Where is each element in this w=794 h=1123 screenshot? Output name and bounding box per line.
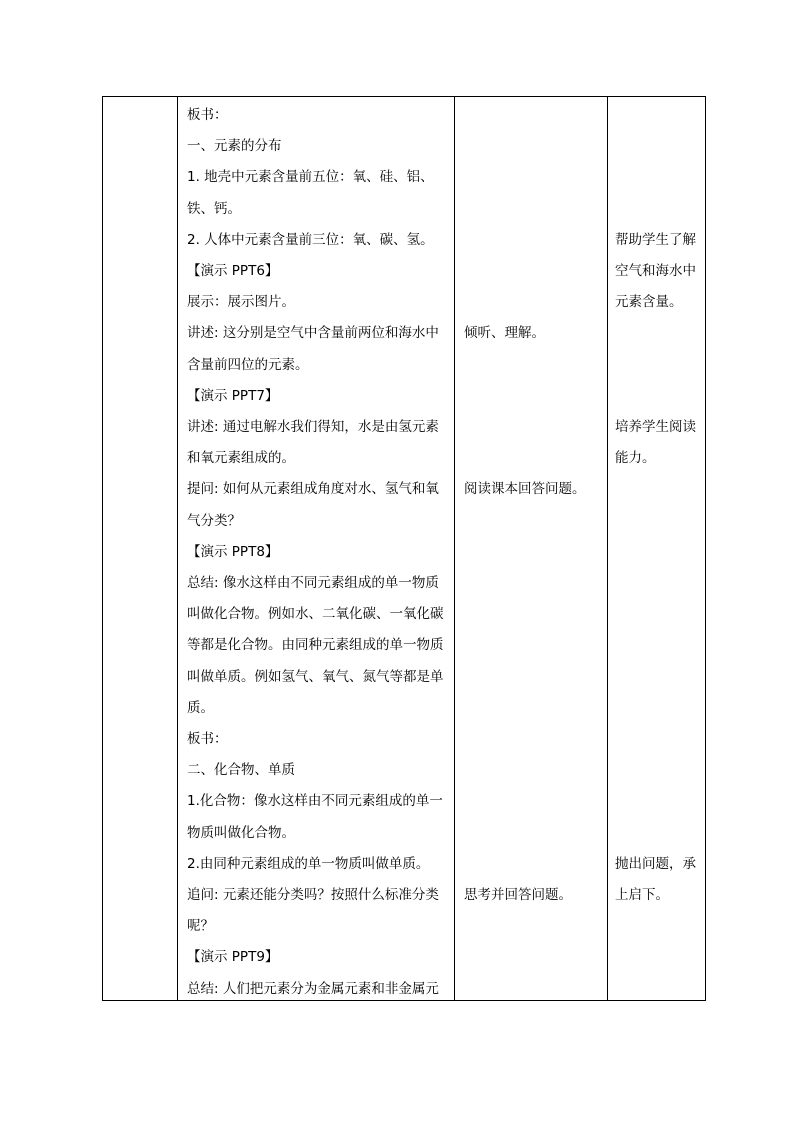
column-divider [607, 97, 608, 1000]
teacher-text-line: 2. 人体中元素含量前三位：氧、碳、氢。 [187, 231, 434, 248]
teacher-text-line: 【演示 PPT9】 [187, 949, 279, 966]
column-divider [454, 97, 455, 1000]
teacher-text-line: 叫做化合物。例如水、二氧化碳、一氧化碳 [187, 606, 444, 623]
teacher-text-line: 【演示 PPT7】 [187, 387, 279, 404]
teacher-text-line: 气分类？ [187, 512, 241, 529]
teacher-text-line: 总结: 人们把元素分为金属元素和非金属元 [187, 980, 439, 997]
teacher-text-line: 2.由同种元素组成的单一物质叫做单质。 [187, 855, 430, 872]
teacher-text-line: 物质叫做化合物。 [187, 824, 295, 841]
intent-text-line: 抛出问题，承 [615, 855, 696, 872]
teacher-text-line: 【演示 PPT8】 [187, 543, 279, 560]
teacher-text-line: 1.化合物：像水这样由不同元素组成的单一 [187, 793, 443, 810]
teacher-text-line: 展示：展示图片。 [187, 294, 295, 311]
teacher-text-line: 板书： [187, 107, 228, 123]
teacher-text-line: 板书： [187, 731, 228, 747]
design-intent-cell [615, 97, 705, 1000]
teacher-text-line: 呢？ [187, 918, 214, 935]
intent-text-line: 空气和海水中 [615, 263, 696, 279]
teacher-text-line: 等都是化合物。由同种元素组成的单一物质 [187, 637, 444, 654]
teacher-text-line: 提问: 如何从元素组成角度对水、氢气和氧 [187, 481, 439, 498]
teacher-text-line: 含量前四位的元素。 [187, 356, 309, 373]
teacher-text-line: 追问: 元素还能分类吗？按照什么标准分类 [187, 887, 439, 903]
teacher-text-line: 一、元素的分布 [187, 138, 282, 155]
teacher-text-line: 总结: 像水这样由不同元素组成的单一物质 [187, 575, 439, 591]
teacher-text-line: 讲述: 这分别是空气中含量前两位和海水中 [187, 325, 439, 342]
intent-text-line: 上启下。 [615, 887, 669, 903]
student-text-line: 阅读课本回答问题。 [464, 481, 586, 498]
stage-cell [103, 97, 177, 1000]
column-divider [177, 97, 178, 1000]
teacher-text-line: 叫做单质。例如氢气、氧气、氮气等都是单 [187, 668, 444, 685]
teacher-activity-cell [187, 97, 449, 1000]
teacher-text-line: 和氧元素组成的。 [187, 450, 295, 467]
intent-text-line: 元素含量。 [615, 294, 683, 311]
teacher-text-line: 讲述: 通过电解水我们得知，水是由氢元素 [187, 419, 439, 435]
student-text-line: 倾听、理解。 [464, 325, 545, 342]
intent-text-line: 能力。 [615, 450, 656, 467]
intent-text-line: 帮助学生了解 [615, 231, 696, 248]
student-activity-cell [464, 97, 602, 1000]
teacher-text-line: 二、化合物、单质 [187, 762, 295, 779]
teacher-text-line: 【演示 PPT6】 [187, 263, 279, 279]
teacher-text-line: 质。 [187, 699, 214, 716]
teacher-text-line: 1. 地壳中元素含量前五位：氧、硅、铝、 [187, 169, 434, 186]
student-text-line: 思考并回答问题。 [464, 887, 572, 903]
lesson-plan-table [102, 96, 706, 1001]
intent-text-line: 培养学生阅读 [615, 419, 696, 435]
teacher-text-line: 铁、钙。 [187, 200, 241, 217]
